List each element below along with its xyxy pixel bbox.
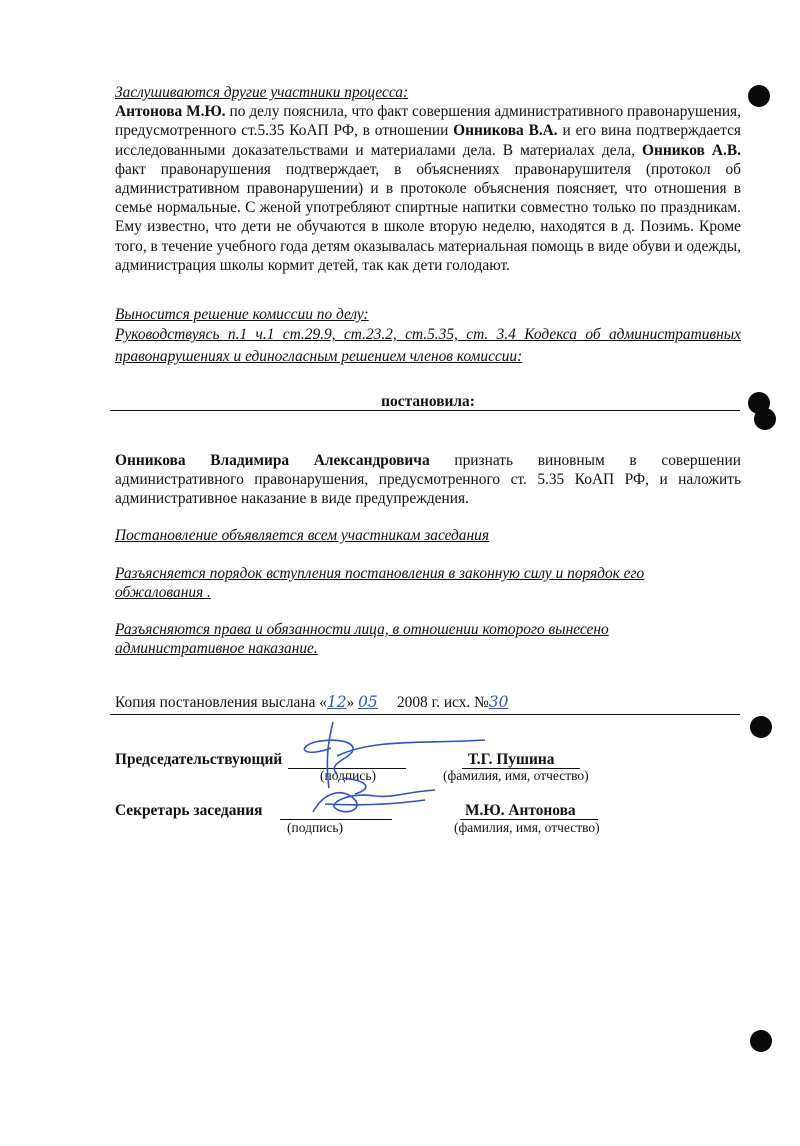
title-underline: [110, 410, 740, 411]
person-name: Онникова В.А.: [453, 122, 558, 140]
secretary-label: Секретарь заседания: [115, 802, 263, 819]
secretary-name: М.Ю. Антонова: [465, 802, 576, 819]
handwritten-month: 05: [358, 693, 378, 711]
notice-appeal: Разъясняется порядок вступления постановления в законную силу и порядок его обжалования .: [115, 565, 645, 602]
copy-sent-line: Копия постановления выслана «12» 05 2008 г. исх. №30: [115, 693, 509, 711]
person-name: Онников А.В.: [642, 141, 741, 159]
ruling-paragraph: Онникова Владимира Александровича признать виновным в совершении административного правонарушения, предусмотренного ст. 5.35 КоАП РФ, и наложить административное наказание в виде предупреждения.: [115, 452, 741, 508]
secretary-sign-caption: (подпись): [287, 820, 344, 835]
decision-section: [115, 305, 741, 368]
punch-hole: [748, 85, 770, 107]
decision-heading: Выносится решение комиссии по делу:: [115, 306, 369, 323]
chair-name-caption: (фамилия, имя, отчество): [443, 768, 589, 783]
copy-underline: [110, 714, 740, 715]
handwritten-day: 12: [326, 693, 347, 711]
person-name: Антонова М.Ю.: [115, 103, 226, 121]
chair-name: Т.Г. Пушина: [468, 751, 555, 768]
punch-hole: [750, 1030, 772, 1052]
notice-announce: Постановление объявляется всем участникам заседания: [115, 527, 489, 544]
punch-hole: [750, 716, 772, 738]
chair-label: Председательствующий: [115, 751, 283, 768]
participants-heading: Заслушиваются другие участники процесса:: [115, 84, 409, 101]
decision-basis: Руководствуясь п.1 ч.1 ст.29.9, ст.23.2, ст.5.35, ст. 3.4 Кодекса об административных правонарушениях и единогласным решением членов комиссии:: [115, 326, 741, 366]
decision-title: постановила:: [381, 393, 475, 410]
person-name: Онникова Владимира Александровича: [115, 452, 430, 469]
handwritten-number: 30: [488, 693, 509, 711]
notice-rights: Разъясняются права и обязанности лица, в отношении которого вынесено административное наказание.: [115, 621, 609, 658]
secretary-signature: [305, 782, 445, 822]
secretary-name-caption: (фамилия, имя, отчество): [454, 820, 600, 835]
chair-sign-caption: (подпись): [320, 768, 377, 783]
punch-hole: [754, 408, 776, 430]
participants-section: [115, 83, 741, 275]
participants-paragraph: Антонова М.Ю. по делу пояснила, что факт совершения административного правонарушения, предусмотренного ст.5.35 КоАП РФ, в отношении Онникова В.А. и его вина подтверждается исследованными доказательствами и материалами дела. В материалах дела, Онников А.В. факт правонарушения подтверждает, в объяснениях правонарушителя (протокол об административном правонарушении) и в протоколе объяснения поясняет, что отношения в семье нормальные. С женой употребляют спиртные напитки совместно только по праздникам. Ему известно, что дети не обучаются в школе вторую неделю, находятся в д. Позимь. Кроме того, в течение учебного года детям оказывалась материальная помощь в виде обуви и одежды, администрация школы кормит детей, так как дети голодают.: [115, 103, 741, 274]
